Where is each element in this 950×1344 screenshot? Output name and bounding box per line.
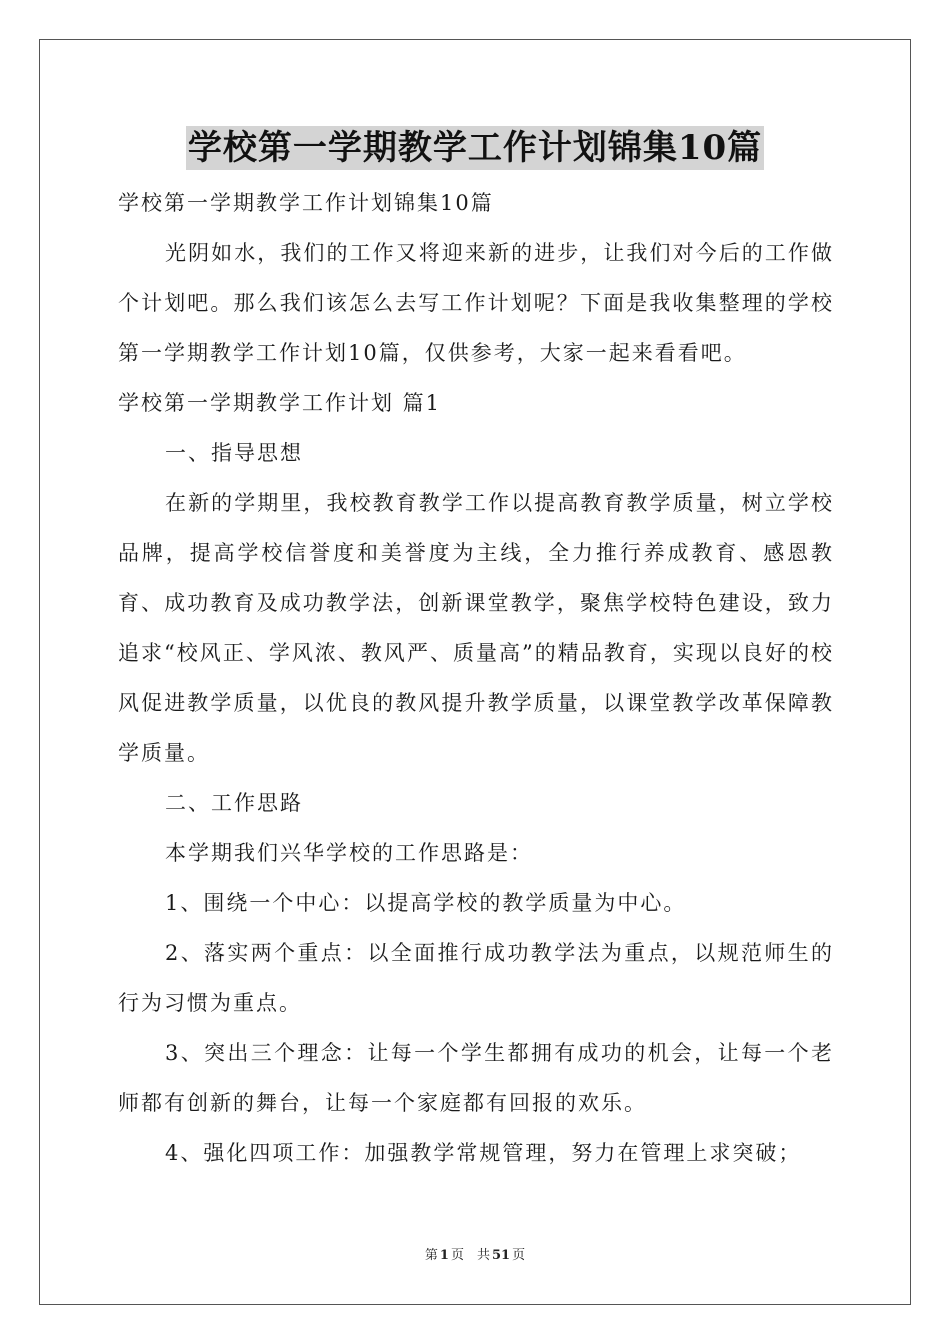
footer-page-mid: 页 共 (450, 1248, 490, 1263)
footer-page-suffix: 页 (512, 1248, 526, 1263)
paragraph: 4、强化四项工作：加强教学常规管理，努力在管理上求突破； (165, 1141, 802, 1165)
footer-total-pages: 51 (491, 1248, 511, 1263)
paragraph: 1、围绕一个中心：以提高学校的教学质量为中心。 (165, 891, 687, 915)
paragraph: 光阴如水，我们的工作又将迎来新的进步，让我们对今后的工作做个计划吧。那么我们该怎么去写工作计划呢？下面是我收集整理的学校第一学期教学工作计划10篇，仅供参考，大家一起来看看吧。 (118, 241, 834, 365)
document-title: 学校第一学期教学工作计划锦集10篇 (187, 128, 763, 168)
document-body (118, 178, 834, 1178)
paragraph: 学校第一学期教学工作计划 篇1 (118, 391, 442, 415)
page-footer (0, 1244, 950, 1263)
paragraph: 本学期我们兴华学校的工作思路是： (165, 841, 533, 865)
paragraph: 2、落实两个重点：以全面推行成功教学法为重点，以规范师生的行为习惯为重点。 (118, 941, 834, 1015)
footer-page-prefix: 第 (424, 1248, 438, 1263)
footer-current-page: 1 (439, 1248, 449, 1263)
paragraph: 二、工作思路 (165, 791, 303, 815)
title-container (0, 126, 950, 170)
paragraph: 3、突出三个理念：让每一个学生都拥有成功的机会，让每一个老师都有创新的舞台，让每一个家庭都有回报的欢乐。 (118, 1041, 834, 1115)
paragraph: 一、指导思想 (165, 441, 303, 465)
paragraph: 在新的学期里，我校教育教学工作以提高教育教学质量，树立学校品牌，提高学校信誉度和美誉度为主线，全力推行养成教育、感恩教育、成功教育及成功教学法，创新课堂教学，聚焦学校特色建设，致力追求“校风正、学风浓、教风严、质量高”的精品教育，实现以良好的校风促进教学质量，以优良的教风提升教学质量，以课堂教学改革保障教学质量。 (118, 491, 834, 765)
paragraph: 学校第一学期教学工作计划锦集10篇 (118, 191, 494, 215)
